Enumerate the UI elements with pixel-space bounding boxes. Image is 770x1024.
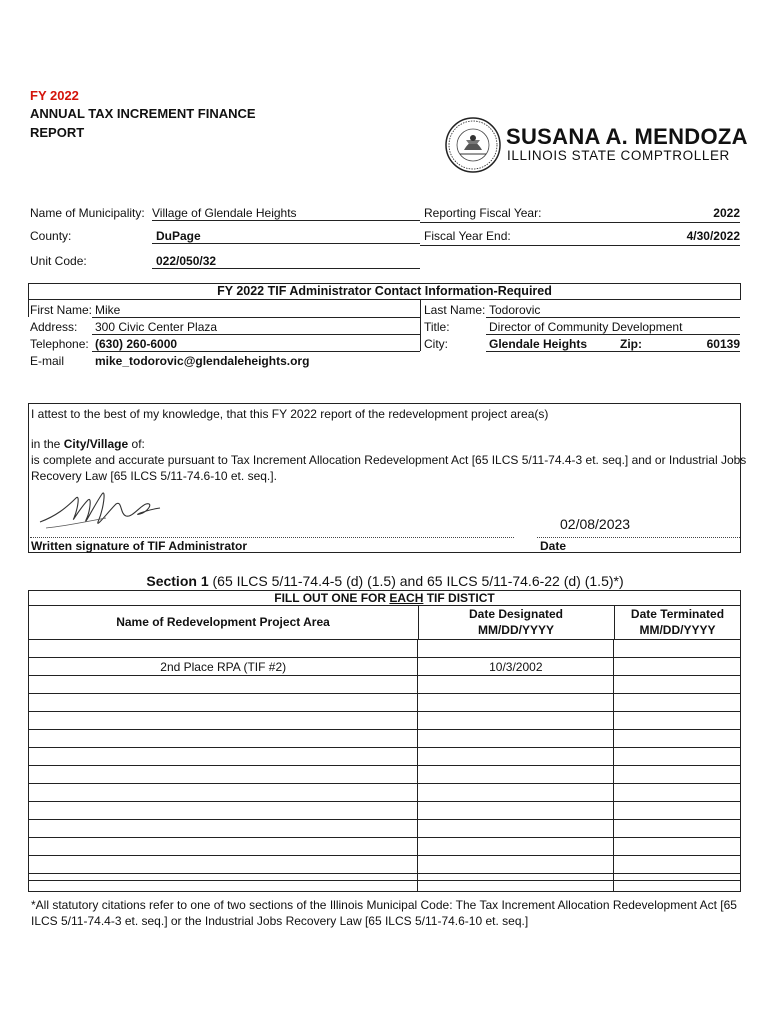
date-line: [537, 537, 740, 538]
table-cell-name[interactable]: [29, 856, 418, 874]
attest-line-4: Recovery Law [65 ILCS 5/11-74.6-10 et. seq.].: [31, 469, 277, 483]
address-label: Address:: [30, 320, 78, 334]
table-row: [29, 712, 741, 730]
first-name-rule: [92, 317, 420, 318]
table-row: [29, 658, 741, 676]
city-label: City:: [424, 337, 448, 351]
table-row: [29, 820, 741, 838]
fill-out-suffix: TIF DISTICT: [423, 591, 495, 605]
tif-district-rows: [29, 640, 741, 892]
table-row: [29, 856, 741, 874]
first-name-label: First Name:: [30, 303, 93, 317]
comptroller-title: ILLINOIS STATE COMPTROLLER: [507, 148, 730, 163]
table-cell-designated[interactable]: 10/3/2002: [418, 658, 614, 676]
table-cell-designated[interactable]: [418, 640, 614, 658]
table-cell-terminated[interactable]: [614, 838, 741, 856]
table-cell-terminated[interactable]: [614, 820, 741, 838]
municipality-name-value: Village of Glendale Heights: [152, 206, 420, 221]
table-cell-terminated[interactable]: [614, 766, 741, 784]
section-1-citation: (65 ILCS 5/11-74.4-5 (d) (1.5) and 65 ILCS 5/11-74.6-22 (d) (1.5)*): [208, 573, 624, 589]
comptroller-name: SUSANA A. MENDOZA: [506, 124, 748, 149]
table-cell-designated[interactable]: [418, 766, 614, 784]
table-cell-name[interactable]: [29, 748, 418, 766]
illinois-seal-icon: [444, 116, 502, 174]
table-cell-designated[interactable]: [418, 676, 614, 694]
table-cell-name[interactable]: [29, 712, 418, 730]
unit-code-label: Unit Code:: [30, 254, 87, 268]
table-row: [29, 748, 741, 766]
attest-line-3: is complete and accurate pursuant to Tax Increment Allocation Redevelopment Act [65 ILCS 5/11-74.4-3 et. seq.] and or Industrial Jobs: [31, 453, 747, 467]
attest-date-value: 02/08/2023: [560, 516, 631, 532]
table-cell-terminated[interactable]: [614, 712, 741, 730]
city-value: Glendale Heights: [486, 337, 614, 352]
table-cell-designated[interactable]: [418, 784, 614, 802]
attest-line-2-suffix: of:: [128, 437, 145, 451]
contact-heading-box: [28, 283, 741, 300]
table-row: [29, 640, 741, 658]
telephone-label: Telephone:: [30, 337, 89, 351]
reporting-fiscal-year-label: Reporting Fiscal Year:: [424, 206, 542, 220]
email-value: mike_todorovic@glendaleheights.org: [95, 354, 310, 368]
unit-code-value: 022/050/32: [152, 254, 420, 269]
table-cell-name[interactable]: 2nd Place RPA (TIF #2): [29, 658, 418, 676]
first-name-value: Mike: [95, 303, 121, 317]
table-cell-designated[interactable]: [418, 748, 614, 766]
table-cell-terminated[interactable]: [614, 748, 741, 766]
table-cell-name[interactable]: [29, 676, 418, 694]
municipality-name-label: Name of Municipality:: [30, 206, 145, 220]
table-cell-designated[interactable]: [418, 820, 614, 838]
attest-line-2: [31, 437, 145, 451]
table-cell-terminated[interactable]: [614, 640, 741, 658]
attest-line-1: I attest to the best of my knowledge, that this FY 2022 report of the redevelopment project area(s): [31, 407, 549, 421]
contact-left-rule: [28, 300, 29, 317]
table-cell-name[interactable]: [29, 802, 418, 820]
footnote-rule: [28, 880, 741, 899]
table-cell-designated[interactable]: [418, 712, 614, 730]
footnote-line-1: *All statutory citations refer to one of two sections of the Illinois Municipal Code: The Tax Increment Allocation Redevelopment Act [65: [31, 898, 737, 912]
table-cell-designated[interactable]: [418, 802, 614, 820]
signature-image: [36, 478, 166, 538]
contact-divider: [420, 300, 421, 351]
table-cell-terminated[interactable]: [614, 676, 741, 694]
table-cell-terminated[interactable]: [614, 784, 741, 802]
zip-label: Zip:: [620, 337, 642, 351]
fiscal-year-end-label: Fiscal Year End:: [424, 229, 511, 243]
footnote-line-2: ILCS 5/11-74.4-3 et. seq.] or the Industrial Jobs Recovery Law [65 ILCS 5/11-74.6-10 et. seq.]: [31, 914, 529, 928]
col-header-name: Name of Redevelopment Project Area: [116, 615, 330, 629]
title-label: Title:: [424, 320, 450, 334]
reporting-fiscal-year-value: 2022: [713, 206, 740, 220]
col-header-designated-2: MM/DD/YYYY: [477, 623, 554, 637]
table-row: [29, 766, 741, 784]
table-row: [29, 694, 741, 712]
table-cell-name[interactable]: [29, 730, 418, 748]
table-cell-terminated[interactable]: [614, 730, 741, 748]
col-header-terminated-2: MM/DD/YYYY: [639, 623, 716, 637]
table-row: [29, 676, 741, 694]
table-cell-name[interactable]: [29, 838, 418, 856]
contact-heading: FY 2022 TIF Administrator Contact Information-Required: [217, 284, 552, 298]
table-cell-terminated[interactable]: [614, 694, 741, 712]
signature-line: [30, 537, 514, 538]
fill-out-each: EACH: [389, 591, 424, 605]
fill-out-heading-box: [28, 590, 741, 606]
table-row: [29, 784, 741, 802]
last-name-value: Todorovic: [489, 303, 541, 317]
address-value: 300 Civic Center Plaza: [92, 320, 420, 335]
table-row: [29, 730, 741, 748]
fill-out-prefix: FILL OUT ONE FOR: [274, 591, 390, 605]
county-label: County:: [30, 229, 72, 243]
section-1-label: Section 1: [146, 573, 209, 589]
report-title-line-1: ANNUAL TAX INCREMENT FINANCE: [30, 106, 256, 121]
col-header-terminated-1: Date Terminated: [630, 607, 725, 621]
attest-city-village: City/Village: [63, 437, 129, 451]
section-1-title: [0, 573, 770, 589]
fiscal-year-heading: FY 2022: [30, 88, 79, 103]
report-title-line-2: REPORT: [30, 125, 85, 140]
table-cell-designated[interactable]: [418, 694, 614, 712]
title-value: Director of Community Development: [486, 320, 740, 335]
fiscal-year-end-value: 4/30/2022: [686, 229, 740, 243]
table-cell-name[interactable]: [29, 694, 418, 712]
table-row: [29, 838, 741, 856]
last-name-rule: [486, 317, 740, 318]
table-cell-name[interactable]: [29, 784, 418, 802]
table-cell-terminated[interactable]: [614, 658, 741, 676]
zip-value: 60139: [614, 337, 740, 352]
fiscal-year-rule: [420, 222, 740, 223]
table-cell-terminated[interactable]: [614, 802, 741, 820]
table-row: [29, 802, 741, 820]
table-cell-terminated[interactable]: [614, 856, 741, 874]
table-cell-name[interactable]: [29, 820, 418, 838]
table-cell-name[interactable]: [29, 640, 418, 658]
tif-district-table: [28, 639, 741, 892]
fiscal-end-rule: [420, 245, 740, 246]
table-cell-designated[interactable]: [418, 838, 614, 856]
date-label: Date: [540, 539, 567, 553]
signature-label: Written signature of TIF Administrator: [31, 539, 248, 553]
email-label: E-mail: [30, 354, 65, 368]
telephone-value: (630) 260-6000: [92, 337, 420, 352]
last-name-label: Last Name:: [424, 303, 486, 317]
fill-out-heading: [29, 591, 740, 605]
table-cell-name[interactable]: [29, 766, 418, 784]
col-header-designated-1: Date Designated: [468, 607, 564, 621]
attest-line-2-prefix: in the: [31, 437, 64, 451]
table-cell-designated[interactable]: [418, 856, 614, 874]
county-value: DuPage: [152, 229, 420, 244]
table-cell-designated[interactable]: [418, 730, 614, 748]
